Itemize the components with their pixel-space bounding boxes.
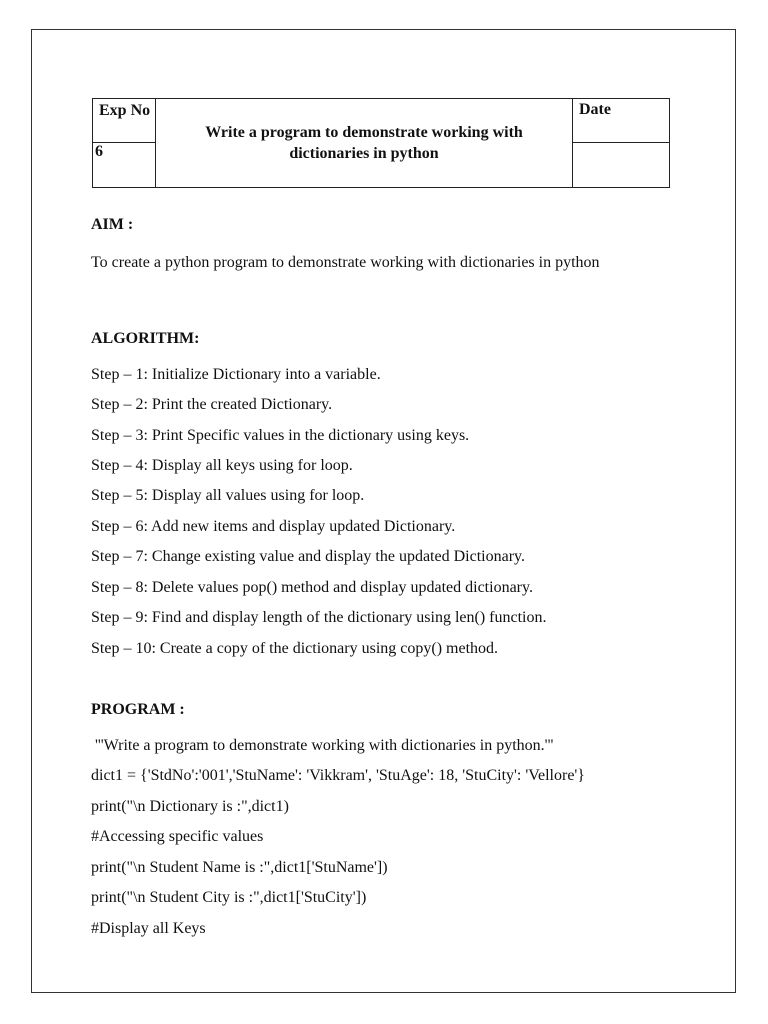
- program-line: #Accessing specific values: [91, 828, 264, 845]
- exp-number-cell: [93, 143, 156, 188]
- date-label: Date: [579, 101, 611, 118]
- algorithm-step: Step – 3: Print Specific values in the dictionary using keys.: [91, 427, 470, 444]
- program-line: #Display all Keys: [91, 920, 206, 937]
- program-line: print("\n Student City is :",dict1['StuCity']): [91, 889, 367, 906]
- program-line: print("\n Student Name is :",dict1['StuName']): [91, 859, 388, 876]
- algorithm-step: Step – 1: Initialize Dictionary into a variable.: [91, 366, 381, 383]
- experiment-title: Write a program to demonstrate working with dictionaries in python: [156, 99, 573, 188]
- program-heading: PROGRAM :: [91, 701, 185, 718]
- date-label-cell: [573, 99, 670, 143]
- exp-label: Exp No: [99, 102, 151, 119]
- algorithm-step: Step – 6: Add new items and display updated Dictionary.: [91, 518, 456, 535]
- program-line: '''Write a program to demonstrate working with dictionaries in python.''': [91, 737, 554, 754]
- experiment-header-table: [92, 98, 670, 188]
- algorithm-heading: ALGORITHM:: [91, 330, 200, 347]
- aim-text: To create a python program to demonstrate working with dictionaries in python: [91, 254, 600, 271]
- algorithm-step: Step – 9: Find and display length of the dictionary using len() function.: [91, 609, 547, 626]
- algorithm-step: Step – 7: Change existing value and display the updated Dictionary.: [91, 548, 525, 565]
- exp-label-cell: [93, 99, 156, 143]
- algorithm-step: Step – 5: Display all values using for loop.: [91, 487, 365, 504]
- algorithm-step: Step – 8: Delete values pop() method and display updated dictionary.: [91, 579, 533, 596]
- algorithm-step: Step – 10: Create a copy of the dictionary using copy() method.: [91, 640, 499, 657]
- date-value-cell: [573, 143, 670, 188]
- exp-number: 6: [95, 143, 103, 160]
- program-line: dict1 = {'StdNo':'001','StuName': 'Vikkram', 'StuAge': 18, 'StuCity': 'Vellore'}: [91, 767, 585, 784]
- aim-heading: AIM :: [91, 216, 134, 233]
- algorithm-step: Step – 4: Display all keys using for loop.: [91, 457, 353, 474]
- program-line: print("\n Dictionary is :",dict1): [91, 798, 289, 815]
- algorithm-step: Step – 2: Print the created Dictionary.: [91, 396, 333, 413]
